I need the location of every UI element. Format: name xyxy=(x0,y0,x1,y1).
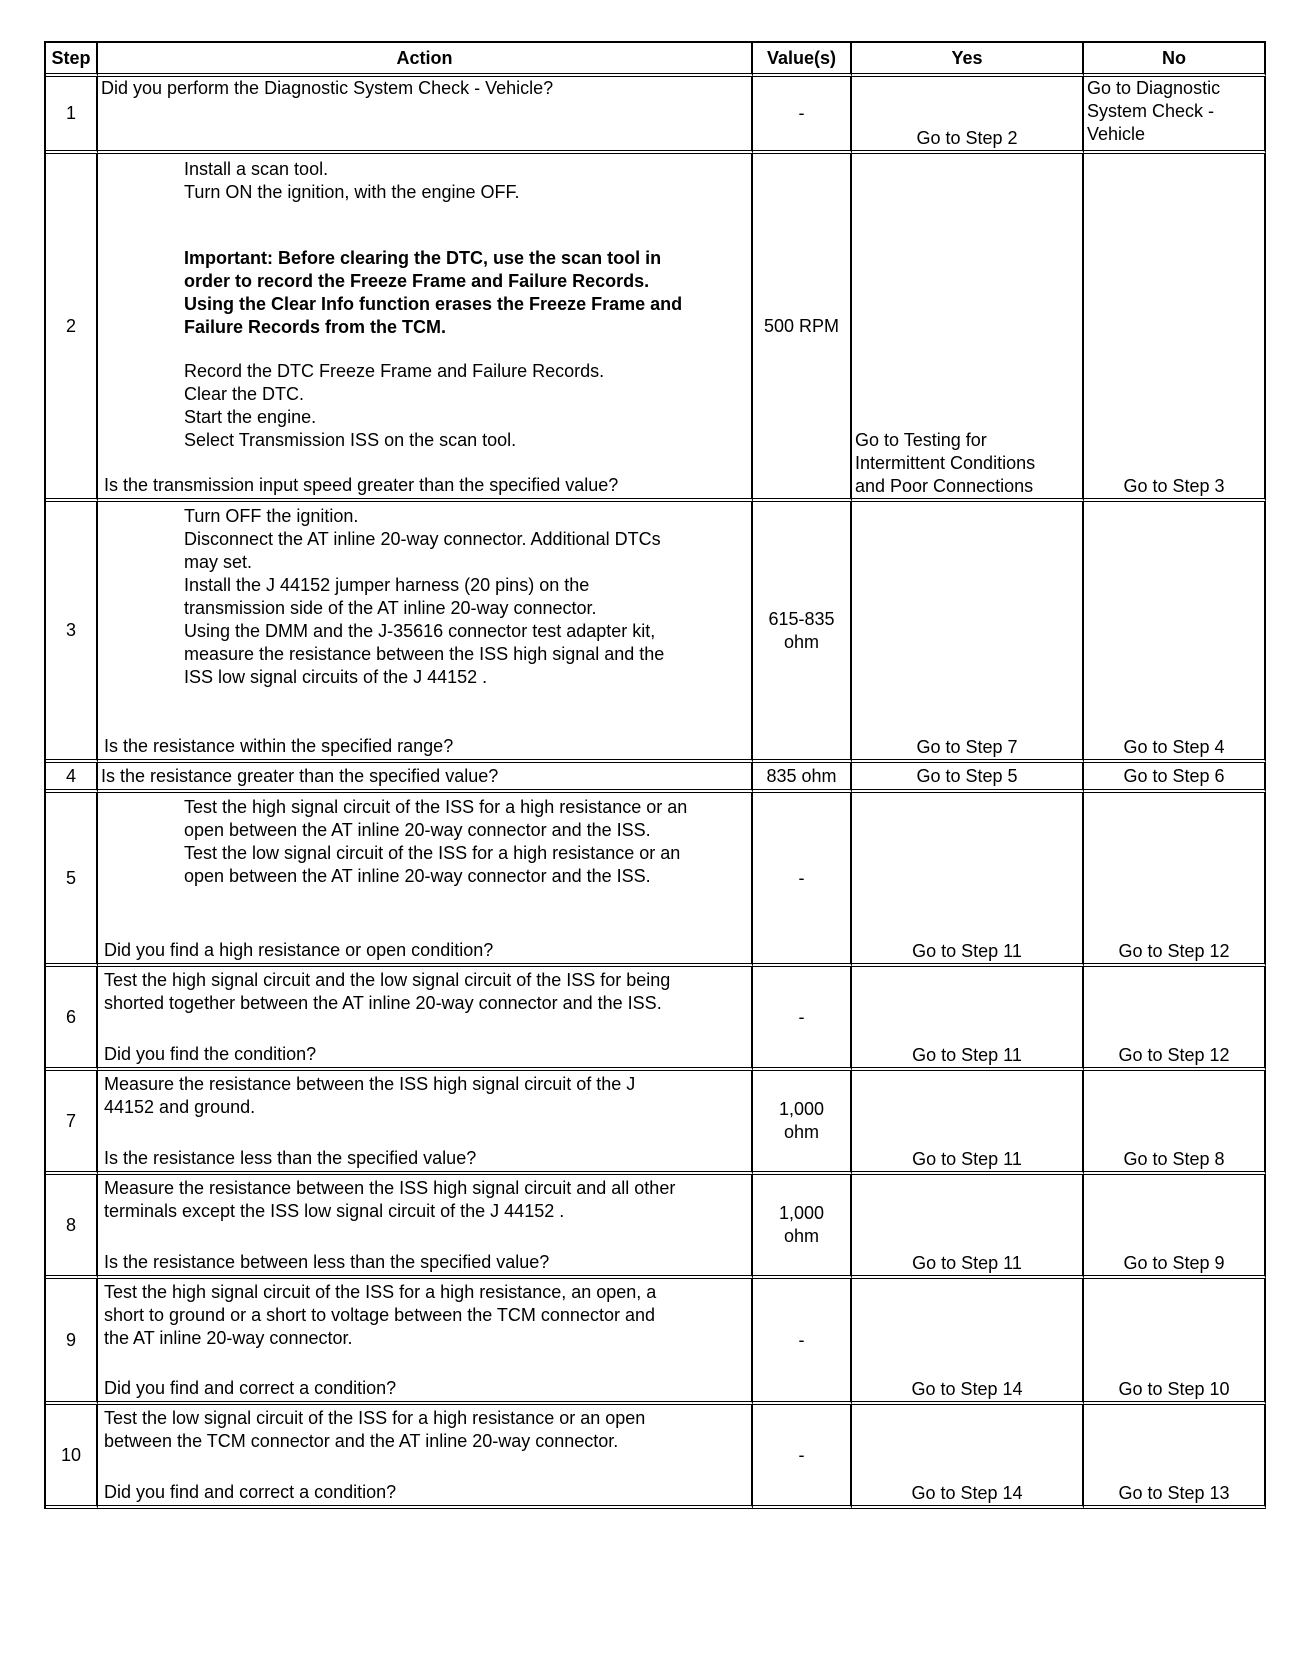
header-yes: Yes xyxy=(852,43,1084,77)
no-cell: Go to Step 3 xyxy=(1084,154,1266,502)
question-text: Did you find the condition? xyxy=(104,1044,317,1064)
yes-cell: Go to Step 11 xyxy=(852,793,1084,967)
yes-cell: Go to Step 5 xyxy=(852,763,1084,793)
action-cell: Test the high signal circuit of the ISS for a high resistance, an open, a short to ground or a short to voltage between the TCM connector and the AT inline 20-way connector. Did you find and correct a condition? xyxy=(98,1279,753,1405)
no-cell: Go to Step 10 xyxy=(1084,1279,1266,1405)
action-cell: Install a scan tool. Turn ON the ignition, with the engine OFF. Important: Before clearing the DTC, use the scan tool in order to record the Freeze Frame and Failure Records. Using the Clear Info function erases the Freeze Frame and Failure Records from the TCM. Record the DTC Freeze Frame and Failure Records. Clear the DTC. Start the engine. Select Transmission ISS on the scan tool. Is the transmission input speed greater than the specified value? xyxy=(98,154,753,502)
question-text: Did you find and correct a condition? xyxy=(104,1378,397,1398)
step-number: 8 xyxy=(46,1175,98,1279)
step-number: 6 xyxy=(46,967,98,1071)
table-row xyxy=(46,1175,1266,1279)
no-cell: Go to Step 13 xyxy=(1084,1405,1266,1509)
question-text: Did you find and correct a condition? xyxy=(104,1482,397,1502)
no-cell: Go to Step 12 xyxy=(1084,793,1266,967)
yes-cell: Go to Testing for Intermittent Conditions and Poor Connections xyxy=(852,154,1084,502)
question-text: Is the resistance less than the specified value? xyxy=(104,1148,477,1168)
question-text: Is the resistance greater than the specified value? xyxy=(98,763,753,793)
header-no: No xyxy=(1084,43,1266,77)
yes-cell: Go to Step 7 xyxy=(852,502,1084,763)
yes-cell: Go to Step 14 xyxy=(852,1405,1084,1509)
action-line: Turn ON the ignition, with the engine OFF. xyxy=(184,182,520,202)
action-cell: Test the low signal circuit of the ISS for a high resistance or an open between the TCM connector and the AT inline 20-way connector. Did you find and correct a condition? xyxy=(98,1405,753,1509)
action-line: Start the engine. xyxy=(184,407,317,427)
value-cell: - xyxy=(753,967,852,1071)
step-number: 3 xyxy=(46,502,98,763)
action-cell: Test the high signal circuit and the low signal circuit of the ISS for being shorted together between the AT inline 20-way connector and the ISS. Did you find the condition? xyxy=(98,967,753,1071)
table-row xyxy=(46,77,1266,154)
table-row xyxy=(46,1071,1266,1175)
table-row xyxy=(46,1279,1266,1405)
action-cell: Test the high signal circuit of the ISS for a high resistance or an open between the AT inline 20-way connector and the ISS. Test the low signal circuit of the ISS for a high resistance or an open between the AT inline 20-way connector and the ISS. Did you find a high resistance or open condition? xyxy=(98,793,753,967)
question-text: Is the resistance between less than the specified value? xyxy=(104,1252,550,1272)
action-line: Record the DTC Freeze Frame and Failure Records. xyxy=(184,361,605,381)
value-cell: - xyxy=(753,1279,852,1405)
question-text: Did you perform the Diagnostic System Check - Vehicle? xyxy=(101,78,554,98)
step-number: 4 xyxy=(46,763,98,793)
no-cell: Go to Step 6 xyxy=(1084,763,1266,793)
step-number: 10 xyxy=(46,1405,98,1509)
step-number: 1 xyxy=(46,77,98,154)
action-cell: Turn OFF the ignition. Disconnect the AT inline 20-way connector. Additional DTCs may set. Install the J 44152 jumper harness (20 pins) on the transmission side of the AT inline 20-way connector. Using the DMM and the J-35616 connector test adapter kit, measure the resistance between the ISS high signal and the ISS low signal circuits of the J 44152 . Is the resistance within the specified range? xyxy=(98,502,753,763)
value-cell: 500 RPM xyxy=(753,154,852,502)
action-line: Clear the DTC. xyxy=(184,384,305,404)
table-row xyxy=(46,154,1266,502)
table-row xyxy=(46,502,1266,763)
yes-cell: Go to Step 11 xyxy=(852,967,1084,1071)
value-cell: 1,000 ohm xyxy=(753,1071,852,1175)
table-row xyxy=(46,967,1266,1071)
value-cell: - xyxy=(753,793,852,967)
header-row xyxy=(46,43,1266,77)
action-line: Select Transmission ISS on the scan tool. xyxy=(184,430,517,450)
action-line: Install a scan tool. xyxy=(184,159,329,179)
no-cell: Go to Step 9 xyxy=(1084,1175,1266,1279)
header-action: Action xyxy=(98,43,753,77)
step-number: 7 xyxy=(46,1071,98,1175)
table-row xyxy=(46,793,1266,967)
step-number: 5 xyxy=(46,793,98,967)
action-cell: Measure the resistance between the ISS high signal circuit of the J 44152 and ground. Is the resistance less than the specified value? xyxy=(98,1071,753,1175)
no-cell: Go to Step 4 xyxy=(1084,502,1266,763)
no-cell: Go to Diagnostic System Check - Vehicle xyxy=(1084,77,1266,154)
question-text: Is the resistance within the specified range? xyxy=(104,736,454,756)
no-cell: Go to Step 12 xyxy=(1084,967,1266,1071)
important-note: Important: Before clearing the DTC, use the scan tool in xyxy=(184,248,662,268)
value-cell: 835 ohm xyxy=(753,763,852,793)
yes-cell: Go to Step 11 xyxy=(852,1175,1084,1279)
value-cell: 1,000 ohm xyxy=(753,1175,852,1279)
value-cell: - xyxy=(753,77,852,154)
step-number: 2 xyxy=(46,154,98,502)
question-text: Is the transmission input speed greater than the specified value? xyxy=(104,475,619,495)
header-step: Step xyxy=(46,43,98,77)
table-row xyxy=(46,763,1266,793)
yes-cell: Go to Step 2 xyxy=(852,77,1084,154)
action-cell xyxy=(98,77,753,154)
step-number: 9 xyxy=(46,1279,98,1405)
yes-cell: Go to Step 11 xyxy=(852,1071,1084,1175)
value-cell: 615-835 ohm xyxy=(753,502,852,763)
diagnostic-table xyxy=(44,41,1266,1509)
action-cell: Measure the resistance between the ISS high signal circuit and all other terminals except the ISS low signal circuit of the J 44152 . Is the resistance between less than the specified value? xyxy=(98,1175,753,1279)
table-row xyxy=(46,1405,1266,1509)
yes-cell: Go to Step 14 xyxy=(852,1279,1084,1405)
question-text: Did you find a high resistance or open condition? xyxy=(104,940,494,960)
value-cell: - xyxy=(753,1405,852,1509)
header-values: Value(s) xyxy=(753,43,852,77)
no-cell: Go to Step 8 xyxy=(1084,1071,1266,1175)
